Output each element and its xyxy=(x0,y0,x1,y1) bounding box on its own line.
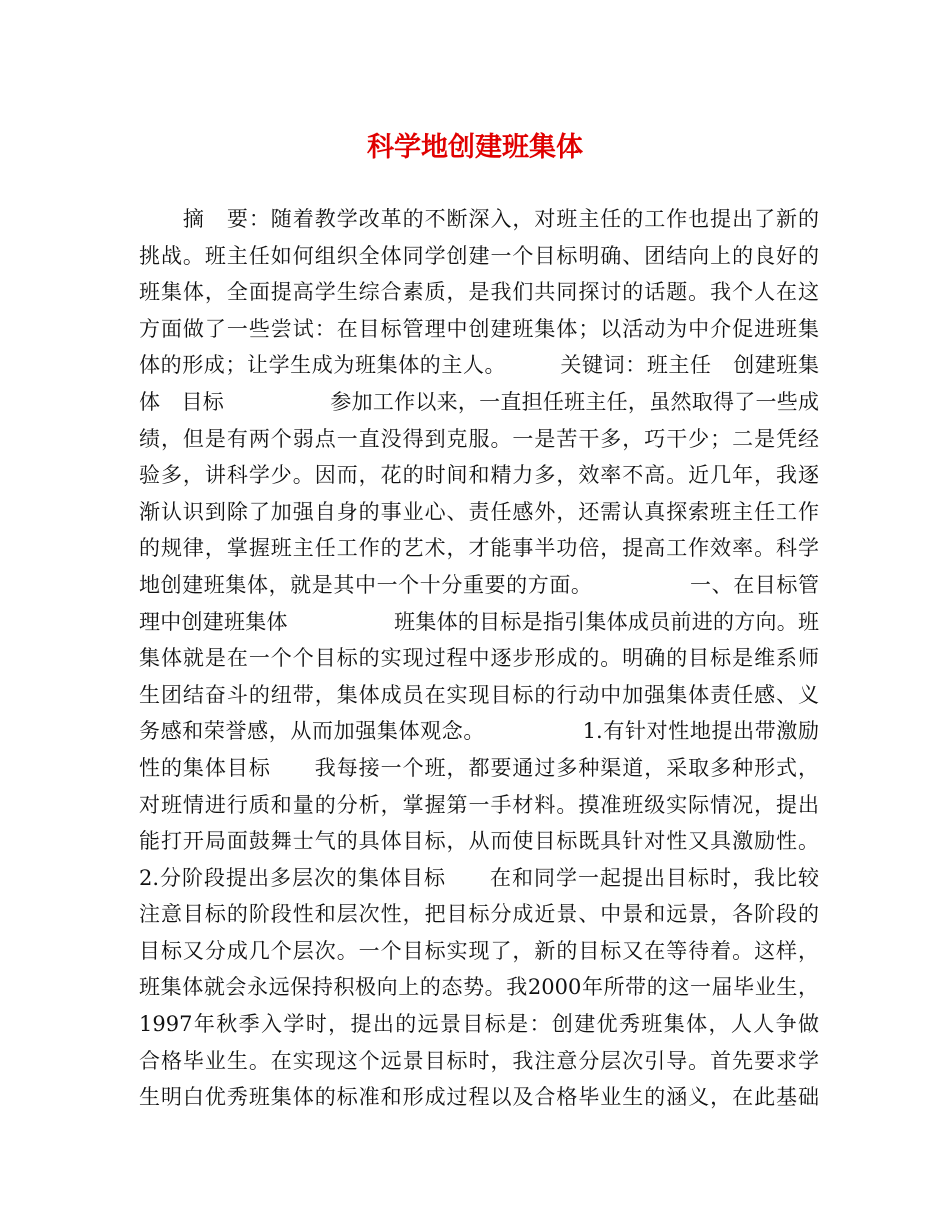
body-line: 生明白优秀班集体的标准和形成过程以及合格毕业生的涵义，在此基础 xyxy=(139,1085,819,1110)
body-line: 性的集体目标 我每接一个班，都要通过多种渠道，采取多种形式， xyxy=(139,755,819,780)
body-line: 注意目标的阶段性和层次性，把目标分成近景、中景和远景，各阶段的 xyxy=(139,902,819,927)
body-line: 方面做了一些尝试：在目标管理中创建班集体；以活动为中介促进班集 xyxy=(139,316,819,341)
body-line: 集体就是在一个个目标的实现过程中逐步形成的。明确的目标是维系师 xyxy=(139,646,819,671)
document-body xyxy=(139,201,819,1116)
body-line: 合格毕业生。在实现这个远景目标时，我注意分层次引导。首先要求学 xyxy=(139,1048,819,1073)
body-line: 验多，讲科学少。因而，花的时间和精力多，效率不高。近几年，我逐 xyxy=(139,463,819,488)
body-line: 体的形成；让学生成为班集体的主人。 关键词：班主任 创建班集 xyxy=(139,353,819,378)
body-line: 理中创建班集体 班集体的目标是指引集体成员前进的方向。班 xyxy=(139,609,819,634)
body-line: 对班情进行质和量的分析，掌握第一手材料。摸准班级实际情况，提出 xyxy=(139,792,819,817)
body-line: 地创建班集体，就是其中一个十分重要的方面。 一、在目标管 xyxy=(139,572,819,597)
body-line: 班集体，全面提高学生综合素质，是我们共同探讨的话题。我个人在这 xyxy=(139,280,819,305)
body-line: 挑战。班主任如何组织全体同学创建一个目标明确、团结向上的良好的 xyxy=(139,243,819,268)
body-line: 目标又分成几个层次。一个目标实现了，新的目标又在等待着。这样， xyxy=(139,938,819,963)
body-line: 体 目标 参加工作以来，一直担任班主任，虽然取得了一些成 xyxy=(139,389,819,414)
body-line: 绩，但是有两个弱点一直没得到克服。一是苦干多，巧干少；二是凭经 xyxy=(139,426,819,451)
body-line: 生团结奋斗的纽带，集体成员在实现目标的行动中加强集体责任感、义 xyxy=(139,682,819,707)
body-line: 务感和荣誉感，从而加强集体观念。 1.有针对性地提出带激励 xyxy=(139,719,819,744)
body-line: 能打开局面鼓舞士气的具体目标，从而使目标既具针对性又具激励性。 xyxy=(139,829,819,854)
body-line: 的规律，掌握班主任工作的艺术，才能事半功倍，提高工作效率。科学 xyxy=(139,536,819,561)
body-line: 摘 要：随着教学改革的不断深入，对班主任的工作也提出了新的 xyxy=(139,207,819,231)
body-line: 渐认识到除了加强自身的事业心、责任感外，还需认真探索班主任工作 xyxy=(139,499,819,524)
body-line: 班集体就会永远保持积极向上的态势。我2000年所带的这一届毕业生， xyxy=(139,975,819,1000)
body-line: 2.分阶段提出多层次的集体目标 在和同学一起提出目标时，我比较 xyxy=(139,865,819,890)
document-title: 科学地创建班集体 xyxy=(367,132,583,163)
body-line: 1997年秋季入学时，提出的远景目标是：创建优秀班集体，人人争做 xyxy=(139,1012,819,1037)
